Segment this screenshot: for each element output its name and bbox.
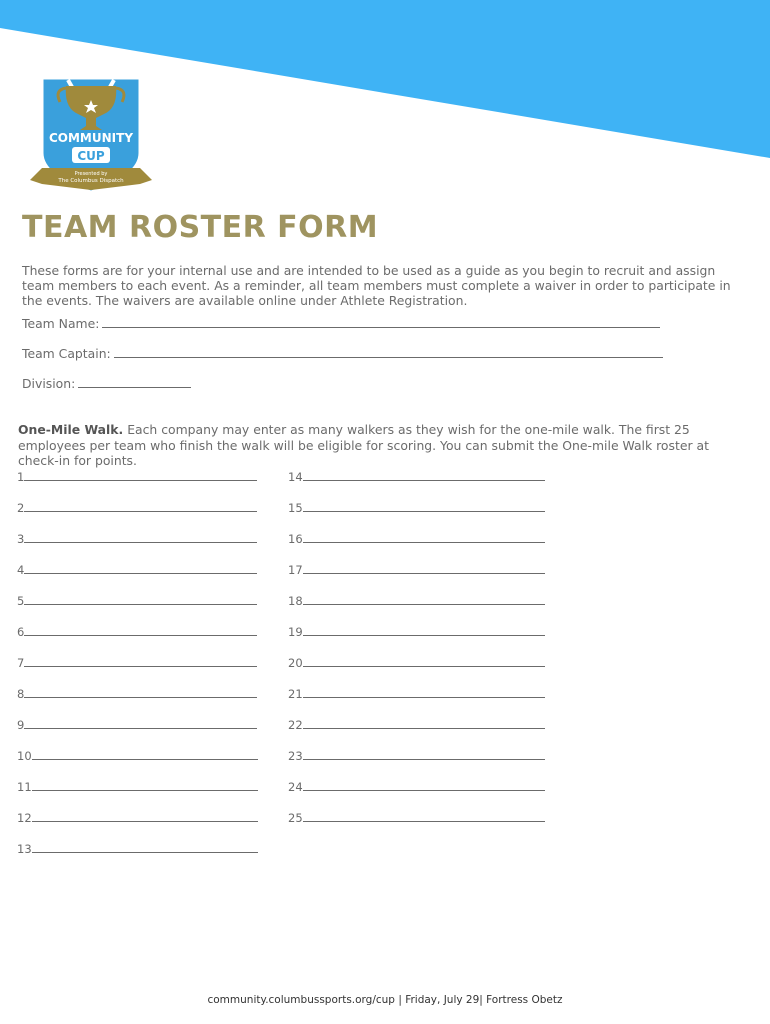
footer: community.columbussports.org/cup | Friday, July 29| Fortress Obetz bbox=[207, 994, 563, 1006]
roster-slot[interactable] bbox=[17, 717, 257, 732]
roster-slot-number: 5 bbox=[17, 594, 25, 608]
roster-slot[interactable] bbox=[288, 717, 545, 732]
roster-slot-number: 14 bbox=[288, 470, 303, 484]
roster-slot-line[interactable] bbox=[303, 686, 545, 698]
team-captain-label: Team Captain: bbox=[22, 346, 111, 361]
roster-slot-number: 8 bbox=[17, 687, 25, 701]
roster-slot-line[interactable] bbox=[32, 779, 258, 791]
roster-slot[interactable] bbox=[17, 810, 258, 825]
logo-ribbon2: The Columbus Dispatch bbox=[58, 178, 124, 184]
roster-slot-number: 17 bbox=[288, 563, 303, 577]
roster-slot-line[interactable] bbox=[303, 469, 545, 481]
roster-slot-number: 7 bbox=[17, 656, 25, 670]
roster-slot-line[interactable] bbox=[24, 655, 257, 667]
roster-slot[interactable] bbox=[17, 655, 257, 670]
team-captain-field[interactable] bbox=[22, 346, 663, 361]
roster-slot-number: 19 bbox=[288, 625, 303, 639]
roster-slot-number: 22 bbox=[288, 718, 303, 732]
roster-slot-number: 2 bbox=[17, 501, 25, 515]
roster-slot-number: 11 bbox=[17, 780, 32, 794]
roster-slot[interactable] bbox=[17, 593, 257, 608]
logo-ribbon1: Presented by bbox=[74, 171, 108, 177]
roster-slot[interactable] bbox=[288, 469, 545, 484]
roster-slot-line[interactable] bbox=[24, 686, 257, 698]
roster-slot[interactable] bbox=[17, 624, 257, 639]
roster-slot-line[interactable] bbox=[24, 593, 257, 605]
division-label: Division: bbox=[22, 376, 76, 391]
roster-slot-number: 4 bbox=[17, 563, 25, 577]
roster-slot-line[interactable] bbox=[24, 624, 257, 636]
roster-slot[interactable] bbox=[288, 562, 545, 577]
roster-slot[interactable] bbox=[288, 779, 545, 794]
walk-heading: One-Mile Walk. bbox=[18, 422, 124, 437]
roster-slot-number: 6 bbox=[17, 625, 25, 639]
roster-slot-line[interactable] bbox=[303, 655, 545, 667]
roster-slot-number: 12 bbox=[17, 811, 32, 825]
roster-slot-line[interactable] bbox=[24, 562, 257, 574]
roster-slot-number: 16 bbox=[288, 532, 303, 546]
team-name-field[interactable] bbox=[22, 316, 660, 331]
roster-slot-line[interactable] bbox=[303, 500, 545, 512]
roster-slot-number: 24 bbox=[288, 780, 303, 794]
roster-slot-line[interactable] bbox=[303, 531, 545, 543]
roster-slot[interactable] bbox=[288, 531, 545, 546]
roster-slot[interactable] bbox=[17, 500, 257, 515]
division-line[interactable] bbox=[78, 376, 191, 388]
logo-line2: CUP bbox=[77, 149, 105, 163]
division-field[interactable] bbox=[22, 376, 191, 391]
roster-slot[interactable] bbox=[288, 748, 545, 763]
roster-slot[interactable] bbox=[288, 500, 545, 515]
roster-slot-number: 13 bbox=[17, 842, 32, 856]
roster-slot-number: 15 bbox=[288, 501, 303, 515]
roster-slot[interactable] bbox=[17, 531, 257, 546]
roster-slot-number: 10 bbox=[17, 749, 32, 763]
roster-slot-line[interactable] bbox=[303, 717, 545, 729]
team-name-line[interactable] bbox=[102, 316, 660, 328]
roster-slot[interactable] bbox=[17, 686, 257, 701]
roster-slot[interactable] bbox=[17, 562, 257, 577]
roster-slot-line[interactable] bbox=[303, 748, 545, 760]
roster-slot-line[interactable] bbox=[303, 593, 545, 605]
roster-slot-line[interactable] bbox=[32, 810, 258, 822]
roster-slot-line[interactable] bbox=[24, 717, 257, 729]
roster-slot[interactable] bbox=[17, 841, 258, 856]
roster-slot[interactable] bbox=[288, 655, 545, 670]
roster-slot-line[interactable] bbox=[303, 810, 545, 822]
roster-slot-number: 20 bbox=[288, 656, 303, 670]
page-title: TEAM ROSTER FORM bbox=[22, 210, 379, 245]
roster-slot[interactable] bbox=[288, 686, 545, 701]
roster-slot-line[interactable] bbox=[24, 531, 257, 543]
roster-slot-line[interactable] bbox=[24, 469, 257, 481]
roster-slot-line[interactable] bbox=[303, 562, 545, 574]
roster-slot-line[interactable] bbox=[303, 624, 545, 636]
walk-text: Each company may enter as many walkers as they wish for the one-mile walk. The first 25 employees per team who finish the walk will be eligible for scoring. You can submit the One-mile Walk roster at check-in for points. bbox=[18, 422, 709, 468]
roster-slot-number: 18 bbox=[288, 594, 303, 608]
roster-slot[interactable] bbox=[17, 748, 258, 763]
roster-slot-number: 9 bbox=[17, 718, 25, 732]
roster-slot-number: 1 bbox=[17, 470, 25, 484]
roster-slot-line[interactable] bbox=[32, 841, 258, 853]
roster-slot[interactable] bbox=[17, 779, 258, 794]
roster-slot[interactable] bbox=[17, 469, 257, 484]
one-mile-walk-paragraph bbox=[18, 422, 718, 469]
roster-slot[interactable] bbox=[288, 593, 545, 608]
roster-slot-number: 25 bbox=[288, 811, 303, 825]
roster-slot-line[interactable] bbox=[303, 779, 545, 791]
team-captain-line[interactable] bbox=[114, 346, 663, 358]
logo-line1: COMMUNITY bbox=[48, 131, 134, 145]
team-name-label: Team Name: bbox=[22, 316, 100, 331]
intro-paragraph: These forms are for your internal use and are intended to be used as a guide as you begin to recruit and assign team members to each event. As a reminder, all team members must complete a waiver in order to participate in the events. The waivers are available online under Athlete Registration. bbox=[22, 263, 731, 308]
roster-slot-number: 3 bbox=[17, 532, 25, 546]
roster-slot-line[interactable] bbox=[32, 748, 258, 760]
roster-slot[interactable] bbox=[288, 810, 545, 825]
roster-slot-number: 21 bbox=[288, 687, 303, 701]
community-cup-logo bbox=[28, 68, 154, 196]
roster-slot-line[interactable] bbox=[24, 500, 257, 512]
roster-slot[interactable] bbox=[288, 624, 545, 639]
roster-slot-number: 23 bbox=[288, 749, 303, 763]
